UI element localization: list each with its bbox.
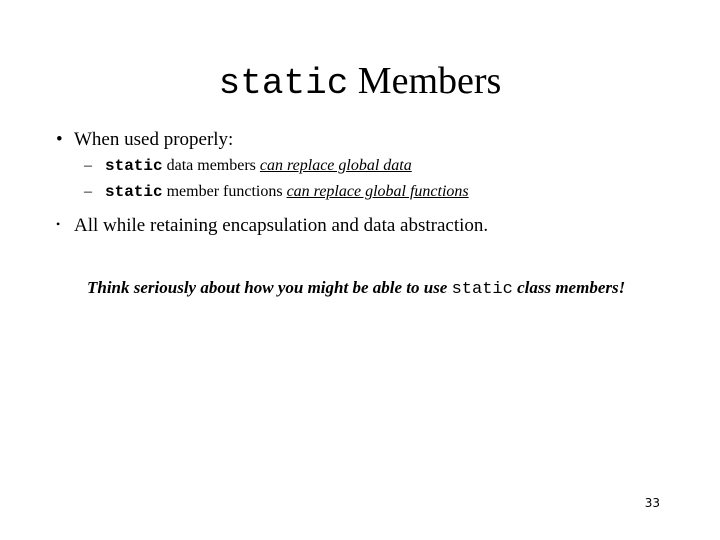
- bullet-text: When used properly:: [74, 129, 234, 150]
- bullet-marker: •: [56, 129, 63, 150]
- page-number: 33: [644, 496, 660, 510]
- bullet-when-used-properly: [56, 128, 233, 152]
- sub-bullet-text: member functions: [166, 183, 283, 200]
- dash-marker: –: [84, 157, 92, 174]
- sub-bullet-member-functions: [84, 182, 469, 202]
- sub-bullet-data-members: [84, 156, 412, 176]
- note-text-before: Think seriously about how you might be able to use: [87, 278, 448, 297]
- title-text: Members: [357, 60, 502, 102]
- bullet-encapsulation: [56, 212, 488, 238]
- bullet-marker: •: [56, 217, 61, 231]
- code-keyword: static: [105, 183, 163, 201]
- emphasis-text: can replace global data: [259, 157, 412, 174]
- note-code: static: [451, 280, 513, 299]
- dash-marker: –: [84, 183, 92, 200]
- emphasis-text: can replace global functions: [286, 183, 469, 200]
- title-code: static: [218, 63, 349, 104]
- slide-title: [0, 58, 720, 107]
- bullet-text: All while retaining encapsulation and data abstraction.: [74, 215, 489, 236]
- note-text-after: class members!: [517, 278, 626, 297]
- note-callout: [87, 277, 625, 301]
- code-keyword: static: [105, 157, 163, 175]
- sub-bullet-text: data members: [166, 157, 256, 174]
